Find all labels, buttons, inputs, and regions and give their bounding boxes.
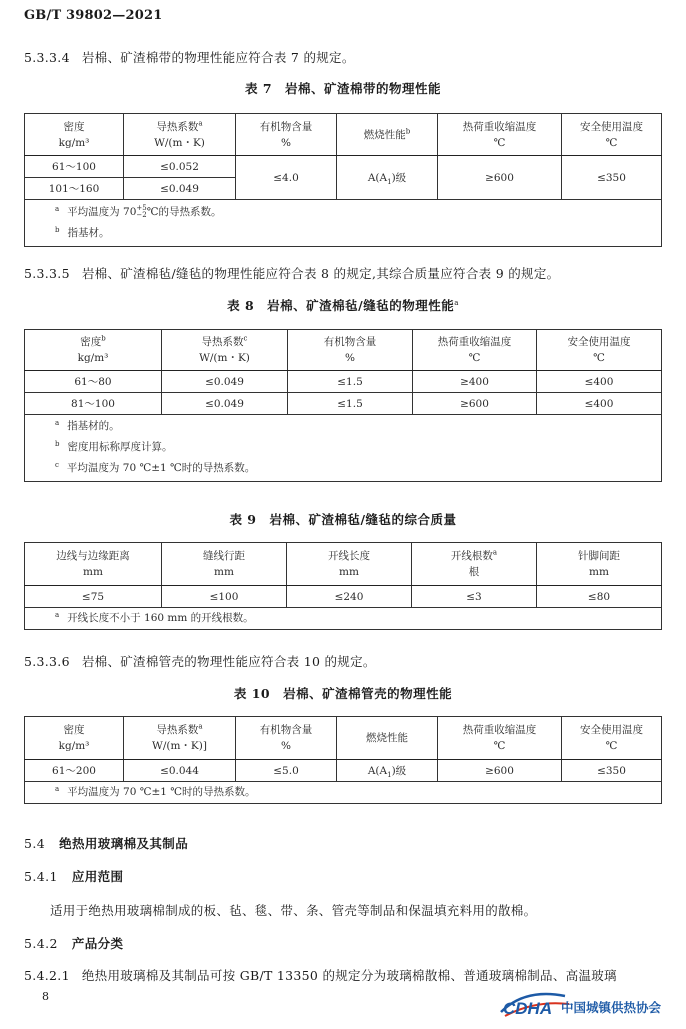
note-a: $^a$ 开线长度不小于 160 mm 的开线根数。: [55, 610, 254, 624]
logo-text: 中国城镇供热协会: [561, 1000, 662, 1015]
clause-5-4-2-1: 5.4.2.1 绝热用玻璃棉及其制品可按 GB/T 13350 的规定分为玻璃棉散棉、普通玻璃棉制品、高温玻璃: [24, 968, 617, 983]
cell-shrink-temp: ≥400: [413, 371, 537, 393]
col-burning: 燃烧性能: [337, 717, 438, 760]
cell-conductivity: ≤0.049: [124, 178, 236, 200]
table-10-caption: 表 10 岩棉、矿渣棉管壳的物理性能: [233, 686, 453, 701]
cell-density: 61～200: [25, 760, 124, 782]
cell-conductivity: ≤0.049: [162, 371, 288, 393]
logo-mark: CDHA: [503, 999, 553, 1018]
col-open-count: 开线根数$^a$ 根: [412, 543, 537, 586]
col-open-length: 开线长度 mm: [287, 543, 412, 586]
cell-shrink-temp: ≥600: [413, 393, 537, 415]
cell-burning: $A(A_1)$级: [337, 760, 438, 782]
cell-organic: ≤1.5: [288, 393, 413, 415]
table-7: [24, 113, 662, 247]
cdha-logo: [495, 982, 675, 1022]
cell-shrink-temp: ≥600: [438, 760, 562, 782]
cell-conductivity: ≤0.044: [124, 760, 236, 782]
col-safe-temp: 安全使用温度 ℃: [562, 717, 662, 760]
table-notes: [25, 608, 662, 630]
table-8: [24, 329, 662, 482]
note-b: $^b$ 指基材。: [55, 225, 110, 239]
note-a: $^a$ 指基材的。: [55, 418, 120, 432]
cell-organic: ≤4.0: [236, 156, 337, 200]
cell-density: 61～100: [25, 156, 124, 178]
cell-safe-temp: ≤400: [537, 371, 662, 393]
cell-open-length: ≤240: [287, 586, 412, 608]
cell-safe-temp: ≤400: [537, 393, 662, 415]
col-conductivity: 导热系数$^c$ W/(m・K): [162, 330, 288, 371]
col-shrink-temp: 热荷重收缩温度 ℃: [413, 330, 537, 371]
col-safe-temp: 安全使用温度 ℃: [537, 330, 662, 371]
paragraph-5-4-1: 适用于绝热用玻璃棉制成的板、毡、毯、带、条、管壳等制品和保温填充料用的散棉。: [50, 903, 537, 918]
col-density: 密度 kg/m³: [25, 114, 124, 156]
cell-open-count: ≤3: [412, 586, 537, 608]
col-safe-temp: 安全使用温度 ℃: [562, 114, 662, 156]
standard-header: GB/T 39802—2021: [24, 8, 163, 23]
table-notes: [25, 415, 662, 482]
col-edge-distance: 边线与边缘距离 mm: [25, 543, 162, 586]
table-notes: [25, 200, 662, 247]
clause-5-3-3-5: 5.3.3.5 岩棉、矿渣棉毡/缝毡的物理性能应符合表 8 的规定,其综合质量应符合表 9 的规定。: [24, 266, 560, 281]
cell-stitch-spacing: ≤80: [537, 586, 662, 608]
cell-stitch-row-spacing: ≤100: [162, 586, 287, 608]
col-organic: 有机物含量 %: [236, 717, 337, 760]
cell-conductivity: ≤0.052: [124, 156, 236, 178]
cell-safe-temp: ≤350: [562, 760, 662, 782]
table-7-caption: 表 7 岩棉、矿渣棉带的物理性能: [244, 81, 442, 96]
col-density: 密度$^b$ kg/m³: [25, 330, 162, 371]
cell-shrink-temp: ≥600: [438, 156, 562, 200]
cell-density: 61～80: [25, 371, 162, 393]
cell-burning: $A(A_1)$级: [337, 156, 438, 200]
cell-edge-distance: ≤75: [25, 586, 162, 608]
cell-density: 81～100: [25, 393, 162, 415]
cell-organic: ≤5.0: [236, 760, 337, 782]
col-organic: 有机物含量 %: [288, 330, 413, 371]
col-conductivity: 导热系数$^a$ W/(m・K)]: [124, 717, 236, 760]
cell-organic: ≤1.5: [288, 371, 413, 393]
cell-conductivity: ≤0.049: [162, 393, 288, 415]
cell-density: 101～160: [25, 178, 124, 200]
table-10: [24, 716, 662, 804]
section-5-4-1: 5.4.1 应用范围: [24, 869, 124, 884]
cell-safe-temp: ≤350: [562, 156, 662, 200]
page-number: 8: [42, 990, 49, 1003]
table-9: [24, 542, 662, 630]
col-stitch-spacing: 针脚间距 mm: [537, 543, 662, 586]
col-burning: 燃烧性能$^b$: [337, 114, 438, 156]
note-c: $^c$ 平均温度为 70 ℃±1 ℃时的导热系数。: [55, 460, 256, 474]
table-notes: [25, 782, 662, 804]
table-8-caption: 表 8 岩棉、矿渣棉毡/缝毡的物理性能$^a$: [227, 298, 459, 313]
col-conductivity: 导热系数$^a$ W/(m・K): [124, 114, 236, 156]
clause-5-3-3-6: 5.3.3.6 岩棉、矿渣棉管壳的物理性能应符合表 10 的规定。: [24, 654, 376, 669]
clause-5-3-3-4: 5.3.3.4 岩棉、矿渣棉带的物理性能应符合表 7 的规定。: [24, 50, 355, 65]
note-a: $^a$ 平均温度为 70+5 −2℃的导热系数。: [55, 204, 222, 219]
col-stitch-row-spacing: 缝线行距 mm: [162, 543, 287, 586]
col-shrink-temp: 热荷重收缩温度 ℃: [438, 114, 562, 156]
section-5-4-2: 5.4.2 产品分类: [24, 936, 124, 951]
cdha-logo-graphic: [495, 982, 675, 1022]
table-9-caption: 表 9 岩棉、矿渣棉毡/缝毡的综合质量: [229, 512, 457, 527]
note-b: $^b$ 密度用标称厚度计算。: [55, 439, 173, 453]
col-density: 密度 kg/m³: [25, 717, 124, 760]
col-shrink-temp: 热荷重收缩温度 ℃: [438, 717, 562, 760]
section-5-4: 5.4 绝热用玻璃棉及其制品: [24, 836, 189, 851]
col-organic: 有机物含量 %: [236, 114, 337, 156]
note-a: $^a$ 平均温度为 70 ℃±1 ℃时的导热系数。: [55, 784, 256, 798]
